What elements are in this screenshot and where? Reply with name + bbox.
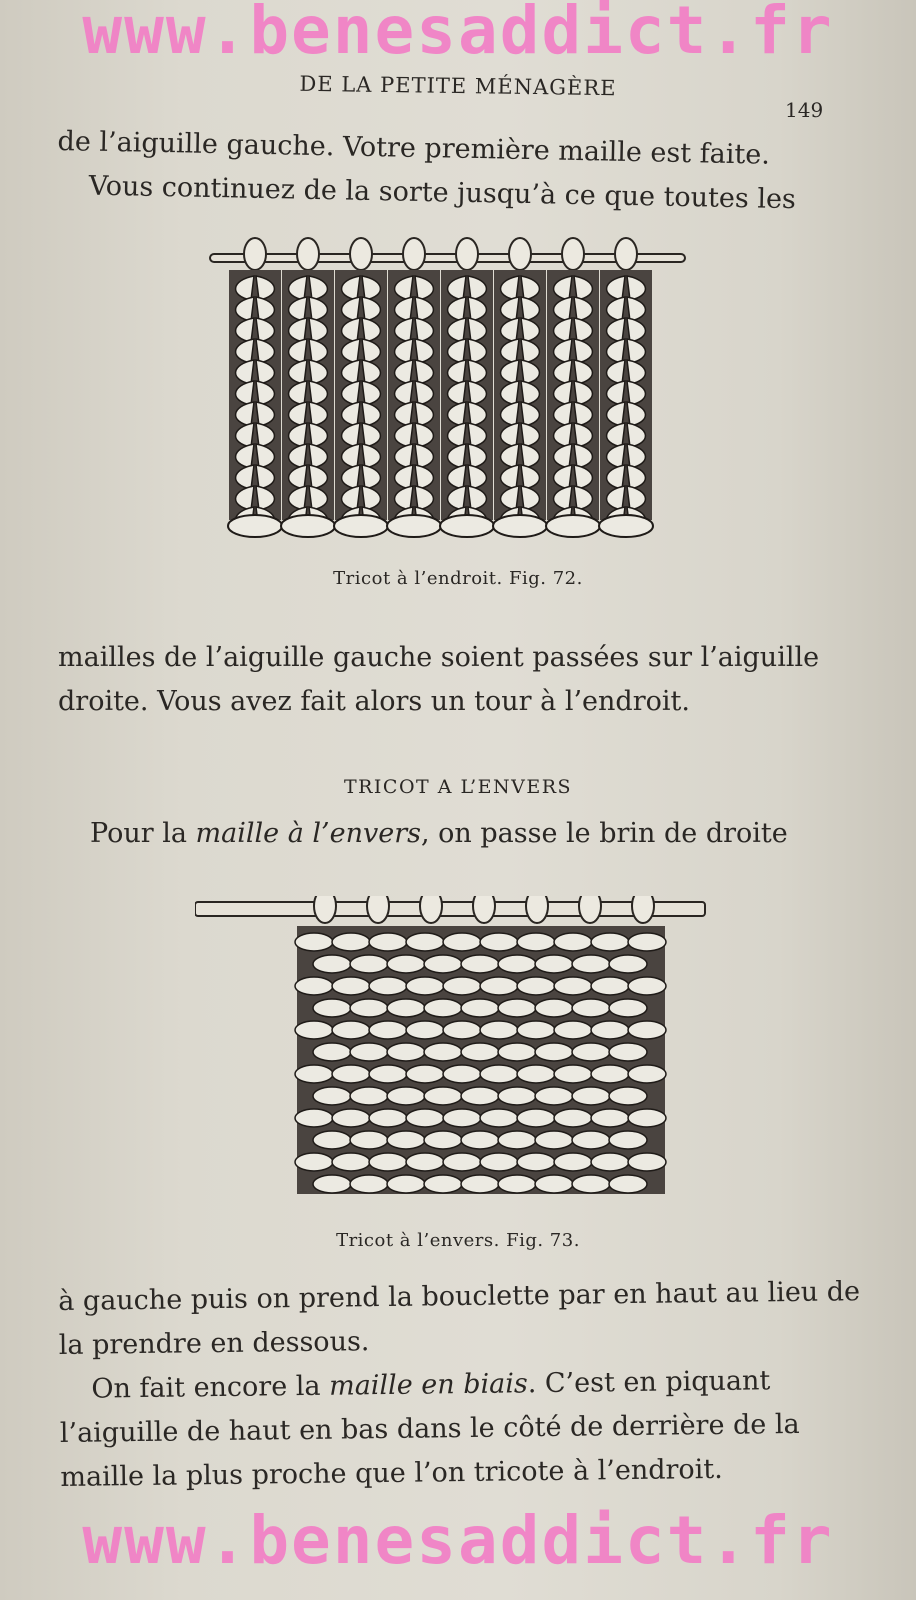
paragraph-5-start: On fait encore la — [91, 1370, 330, 1405]
paragraph-1-line-2: Vous continuez de la sorte jusqu’à ce que toutes les — [88, 170, 797, 216]
paragraph-4-block — [58, 1270, 871, 1500]
paragraph-1-line-1: de l’aiguille gauche. Votre première maille est faite. — [57, 125, 771, 171]
paragraph-4: à gauche puis on prend la bouclette par en haut au lieu de la prendre en dessous. — [58, 1276, 861, 1361]
section-title: TRICOT A L’ENVERS — [343, 776, 573, 798]
fig72-needle — [210, 254, 685, 262]
figure-72-knit-stitch — [205, 232, 695, 547]
paragraph-3-start: Pour la — [90, 818, 196, 849]
fig73-stitch-rows — [295, 926, 666, 1194]
fig73-needle — [195, 896, 705, 923]
paragraph-5-end: . C’est en piquant l’aiguille de haut en bas dans le côté de derrière de la maille la plus proche que l’on tricote à l’endroit. — [59, 1365, 800, 1493]
fig72-stitch-columns — [228, 238, 653, 537]
paragraph-5 — [59, 1358, 871, 1500]
paragraph-3-end: , on passe le brin de droite — [420, 818, 788, 849]
figure-73-purl-stitch — [195, 896, 715, 1216]
watermark-top: www.benesaddict.fr — [82, 0, 834, 69]
figure-72-caption: Tricot à l’endroit. Fig. 72. — [333, 568, 583, 589]
paragraph-1 — [56, 120, 868, 224]
figure-73-caption: Tricot à l’envers. Fig. 73. — [336, 1230, 580, 1251]
watermark-bottom: www.benesaddict.fr — [82, 1502, 834, 1579]
paragraph-2: mailles de l’aiguille gauche soient passées sur l’aiguille droite. Vous avez fait alors un tour à l’endroit. — [58, 642, 820, 717]
paragraph-3-emphasis: maille à l’envers — [195, 818, 421, 849]
running-head: DE LA PETITE MÉNAGÈRE — [299, 71, 617, 101]
page-number: 149 — [785, 98, 824, 122]
paragraph-5-emphasis: maille en biais — [328, 1368, 528, 1402]
paragraph-3 — [58, 812, 868, 856]
